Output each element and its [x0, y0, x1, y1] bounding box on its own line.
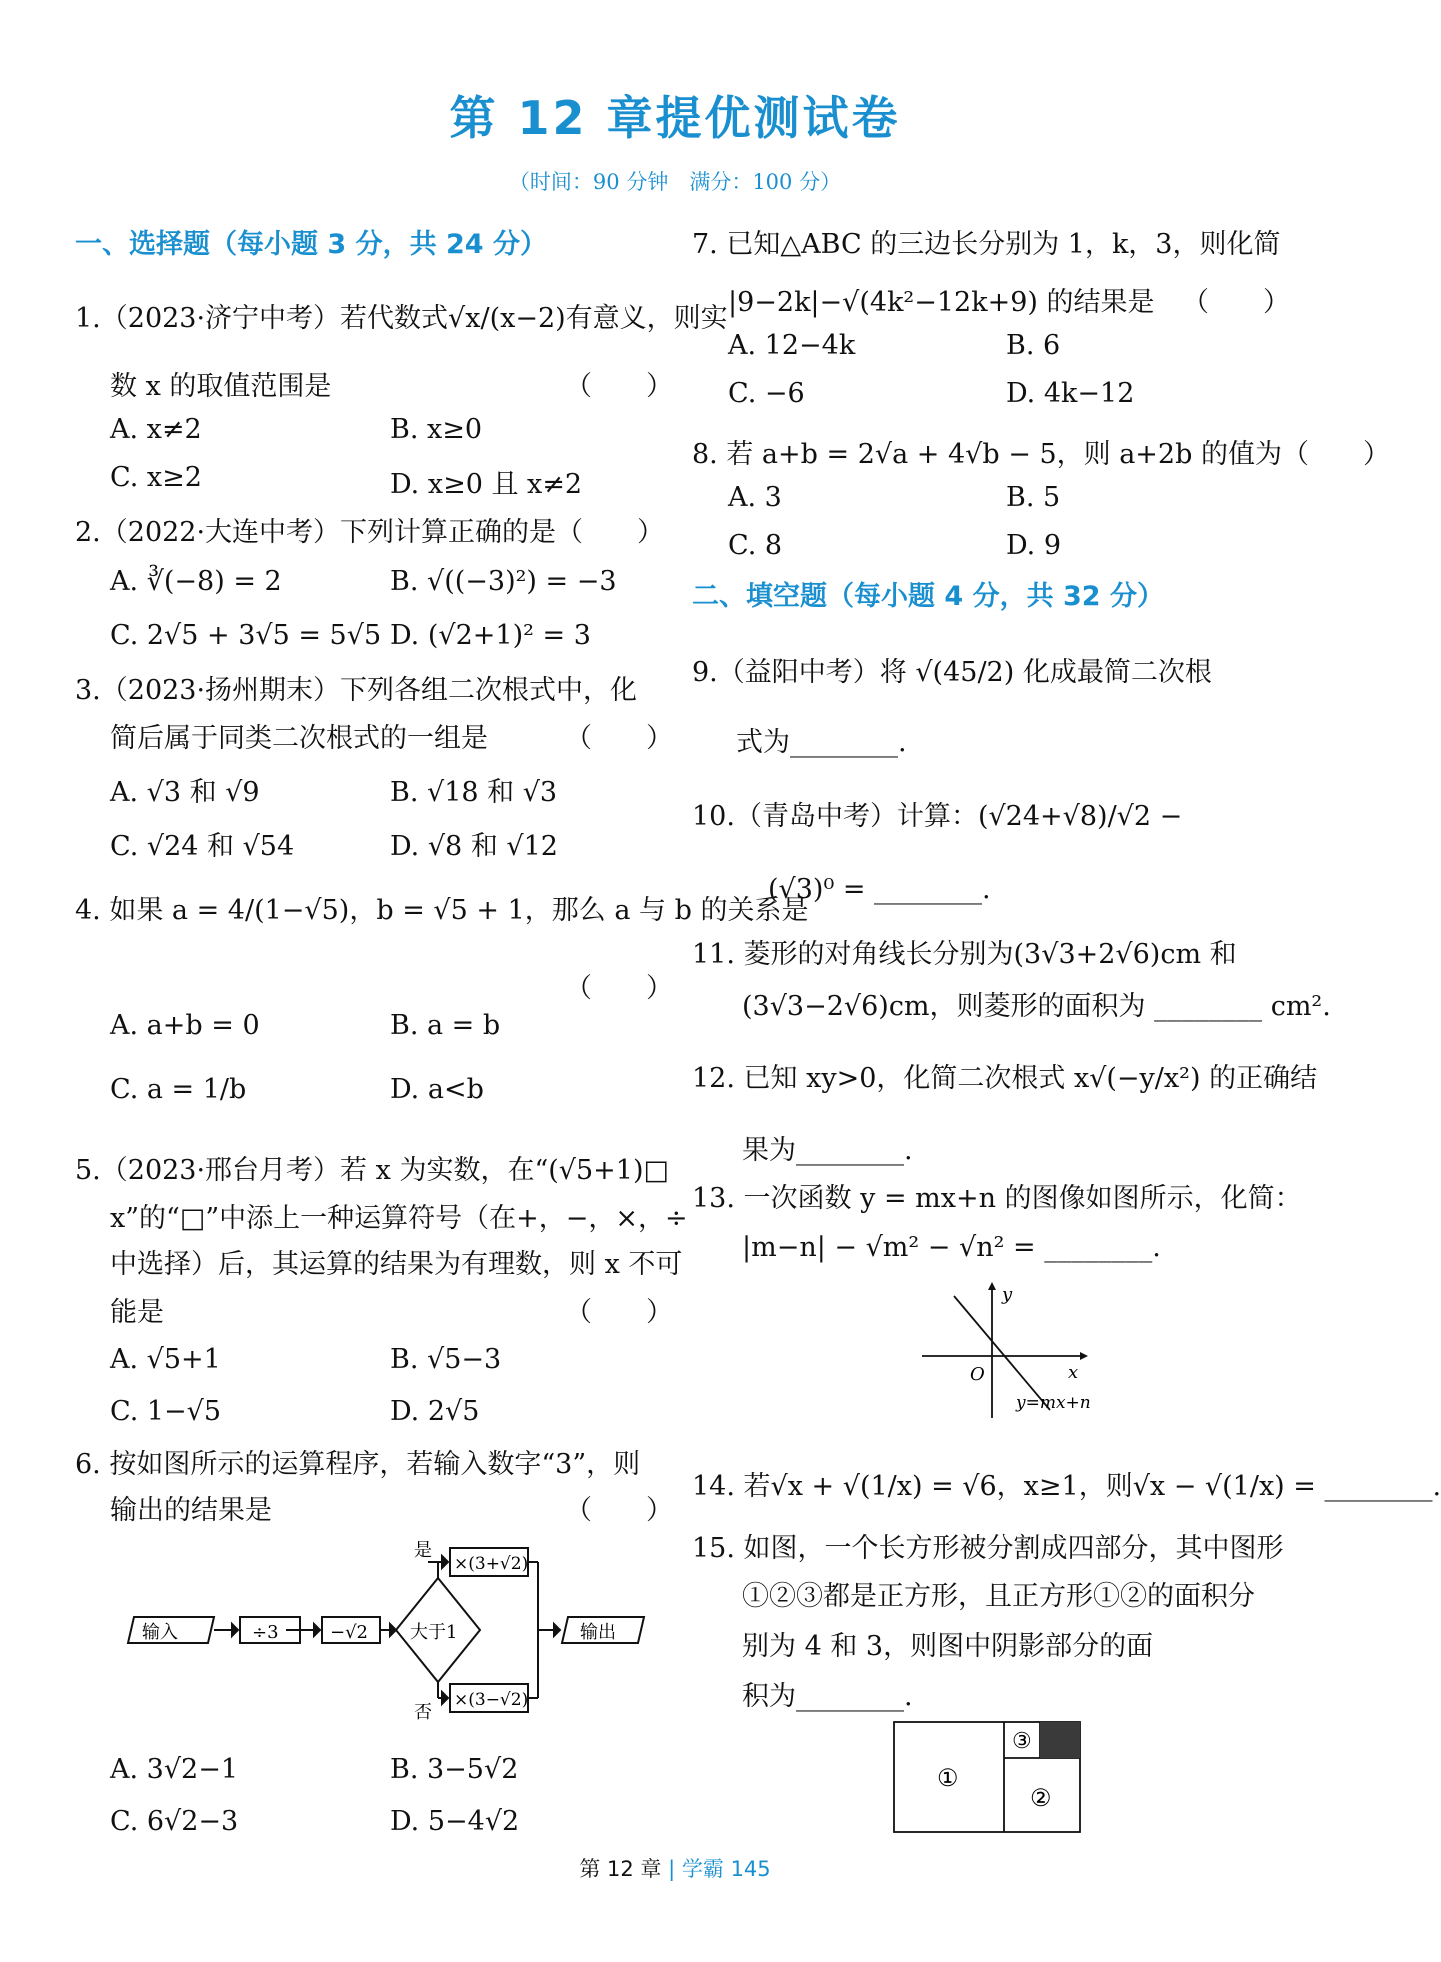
q13-stem-2: |m−n| − √m² − √n² = ________. — [742, 1232, 1161, 1263]
q2-option-a: A. ∛(−8) = 2 — [110, 566, 282, 597]
footer-page-number: 145 — [730, 1857, 771, 1881]
flow-yes-text: 是 — [414, 1540, 432, 1561]
q5-option-b: B. √5−3 — [390, 1344, 502, 1375]
q6-option-d: D. 5−4√2 — [390, 1806, 520, 1837]
q2-option-d: D. (√2+1)² = 3 — [390, 620, 591, 651]
graph-line-label: y=mx+n — [1016, 1393, 1091, 1413]
q8-option-c: C. 8 — [728, 530, 783, 561]
q4-answer-blank: （ ） — [565, 973, 673, 1004]
graph-x-label: x — [1068, 1362, 1079, 1383]
rectangle-diagram — [892, 1720, 1084, 1836]
q14-stem: 14. 若√x + √(1/x) = √6，x≥1，则√x − √(1/x) = ________. — [692, 1471, 1441, 1502]
q7-stem: 7. 已知△ABC 的三边长分别为 1，k，3，则化简 — [692, 229, 1281, 260]
q5-stem-3: 中选择）后，其运算的结果为有理数，则 x 不可 — [110, 1249, 683, 1280]
flow-cond-text: 大于1 — [410, 1622, 458, 1643]
q3-stem-2: 简后属于同类二次根式的一组是 — [110, 723, 488, 754]
q3-option-c: C. √24 和 √54 — [110, 831, 295, 862]
q2-option-c: C. 2√5 + 3√5 = 5√5 — [110, 620, 382, 651]
q10-stem: 10.（青岛中考）计算：(√24+√8)/√2 − — [692, 801, 1183, 832]
q1-option-a: A. x≠2 — [110, 414, 202, 445]
q8-option-a: A. 3 — [728, 482, 782, 513]
section-heading-fill: 二、填空题（每小题 4 分，共 32 分） — [692, 581, 1164, 612]
q4-option-c: C. a = 1/b — [110, 1074, 247, 1105]
flow-no-text: 否 — [414, 1702, 432, 1723]
q4-stem: 4. 如果 a = 4/(1−√5)，b = √5 + 1，那么 a 与 b 的关系是 — [75, 895, 809, 926]
q12-stem: 12. 已知 xy>0，化简二次根式 x√(−y/x²) 的正确结 — [692, 1063, 1318, 1094]
q12-stem-2: 果为________. — [742, 1135, 913, 1166]
q1-option-b: B. x≥0 — [390, 414, 483, 445]
flow-mul-no-text: ×(3−√2) — [454, 1690, 529, 1710]
q8-option-d: D. 9 — [1006, 530, 1062, 561]
q5-stem-4: 能是 — [110, 1297, 164, 1328]
q8-stem: 8. 若 a+b = 2√a + 4√b − 5，则 a+2b 的值为（ ） — [692, 439, 1390, 470]
q7-option-d: D. 4k−12 — [1006, 378, 1135, 409]
linear-function-graph — [910, 1278, 1090, 1428]
q11-stem-2: (3√3−2√6)cm，则菱形的面积为 ________ cm². — [742, 991, 1331, 1022]
flow-output-text: 输出 — [580, 1622, 616, 1643]
shaded-region — [1040, 1722, 1080, 1758]
q9-stem: 9.（益阳中考）将 √(45/2) 化成最简二次根 — [692, 657, 1212, 688]
q1-stem: 1.（2023·济宁中考）若代数式√x/(x−2)有意义，则实 — [75, 303, 728, 334]
q8-option-b: B. 5 — [1006, 482, 1061, 513]
q1-option-c: C. x≥2 — [110, 462, 202, 493]
q3-option-b: B. √18 和 √3 — [390, 777, 558, 808]
q5-stem-1: 5.（2023·邢台月考）若 x 为实数，在“(√5+1)□ — [75, 1155, 670, 1186]
q3-option-d: D. √8 和 √12 — [390, 831, 558, 862]
footer-divider: | — [668, 1857, 676, 1881]
q4-option-b: B. a = b — [390, 1010, 501, 1041]
flow-input-text: 输入 — [142, 1622, 178, 1643]
flow-mul-yes-text: ×(3+√2) — [454, 1554, 529, 1574]
q1-option-d: D. x≥0 且 x≠2 — [390, 469, 583, 500]
q3-option-a: A. √3 和 √9 — [110, 777, 260, 808]
q7-stem-2: |9−2k|−√(4k²−12k+9) 的结果是 — [728, 287, 1155, 318]
q6-stem-2: 输出的结果是 — [110, 1495, 272, 1526]
q10-stem-2: (√3)⁰ = ________. — [768, 874, 991, 905]
q5-answer-blank: （ ） — [565, 1297, 673, 1328]
q6-option-c: C. 6√2−3 — [110, 1806, 239, 1837]
flow-div-text: ÷3 — [252, 1622, 279, 1643]
q15-stem-2: ①②③都是正方形，且正方形①②的面积分 — [742, 1581, 1255, 1612]
q9-stem-2: 式为________. — [736, 727, 907, 758]
q15-stem-3: 别为 4 和 3，则图中阴影部分的面 — [742, 1631, 1154, 1662]
flow-minus-text: −√2 — [330, 1622, 369, 1643]
q7-option-c: C. −6 — [728, 378, 805, 409]
footer-brand: 学霸 — [681, 1857, 724, 1881]
q6-stem-1: 6. 按如图所示的运算程序，若输入数字“3”，则 — [75, 1449, 641, 1480]
q6-option-b: B. 3−5√2 — [390, 1754, 519, 1785]
section-heading-choice: 一、选择题（每小题 3 分，共 24 分） — [75, 229, 547, 260]
page-subtitle: （时间：90 分钟 满分：100 分） — [508, 170, 842, 194]
q5-option-c: C. 1−√5 — [110, 1396, 222, 1427]
graph-origin-label: O — [970, 1364, 985, 1385]
square-1-label: ① — [937, 1764, 959, 1792]
footer-chapter: 第 12 章 — [579, 1857, 662, 1881]
q7-option-a: A. 12−4k — [728, 330, 856, 361]
q5-option-a: A. √5+1 — [110, 1344, 221, 1375]
q4-option-a: A. a+b = 0 — [110, 1010, 260, 1041]
q3-answer-blank: （ ） — [565, 723, 673, 754]
flowchart-diagram — [128, 1540, 648, 1723]
q6-answer-blank: （ ） — [565, 1495, 673, 1526]
square-2-label: ② — [1030, 1784, 1052, 1812]
q7-answer-blank: （ ） — [1182, 287, 1290, 318]
page-footer — [0, 1853, 1350, 1883]
page-title: 第 12 章提优测试卷 — [449, 91, 901, 145]
q4-option-d: D. a<b — [390, 1074, 484, 1105]
q15-stem-4: 积为________. — [742, 1681, 913, 1712]
q2-option-b: B. √((−3)²) = −3 — [390, 566, 617, 597]
q13-stem: 13. 一次函数 y = mx+n 的图像如图所示，化简： — [692, 1183, 1302, 1214]
q7-option-b: B. 6 — [1006, 330, 1061, 361]
q1-stem-2: 数 x 的取值范围是 — [110, 371, 332, 402]
q6-option-a: A. 3√2−1 — [110, 1754, 239, 1785]
q5-stem-2: x”的“□”中添上一种运算符号（在+，−，×，÷ — [110, 1203, 688, 1234]
graph-y-label: y — [1002, 1284, 1013, 1305]
q3-stem: 3.（2023·扬州期末）下列各组二次根式中，化 — [75, 675, 638, 706]
q1-answer-blank: （ ） — [565, 371, 673, 402]
q2-stem: 2.（2022·大连中考）下列计算正确的是（ ） — [75, 517, 665, 548]
square-3-label: ③ — [1012, 1729, 1032, 1754]
q15-stem-1: 15. 如图，一个长方形被分割成四部分，其中图形 — [692, 1533, 1284, 1564]
q5-option-d: D. 2√5 — [390, 1396, 480, 1427]
q11-stem-1: 11. 菱形的对角线长分别为(3√3+2√6)cm 和 — [692, 939, 1237, 970]
